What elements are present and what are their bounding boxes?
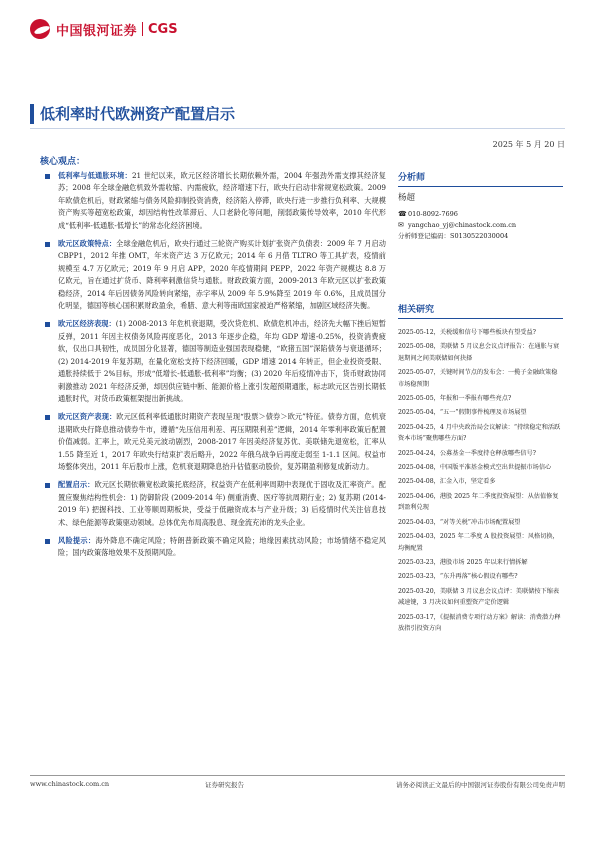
paragraph-text: (1) 2008-2013 年危机衰退期，受次贷危机、欧债危机冲击，经济先大幅下挫后短暂反弹，2011 年因主权债务风险再度恶化，2013 年逐步企稳，年均 GDP 增速-0.25%，投资消费疲软，仅出口具韧性，成员国分化显著，德国等制造业强国表现稳健，“欧猪五国”深陷债务与衰退循环；(2) 2014-2019 年复苏期，在量化宽松支持下经济回暖，GDP 增速 2014 年转正，但企业投资受限、通胀持续低于 2%目标，形成“低增长-低通胀-低利率”均衡；(3) 2020 年后疫情冲击下，货币财政协同刺激推动 2021 年经济反弹，却因供应链中断、能源价格上涨引发超预期通胀，标志欧元区告别长期低通胀时代，对货币政策框架提出新挑战。 — [58, 319, 386, 403]
paragraph-label: 配置启示： — [58, 480, 95, 490]
sidebar — [398, 170, 563, 637]
related-research-title: 相关研究 — [398, 302, 563, 319]
logo-english-name: CGS — [148, 21, 178, 37]
research-item[interactable]: 2025-04-25，4 月中央政治局会议解读：“持续稳定和活跃资本市场”聚焦哪些方面? — [398, 423, 561, 443]
related-research-list — [398, 327, 563, 634]
bullet-square-icon — [45, 322, 50, 327]
title-divider — [30, 128, 565, 129]
bullet-square-icon — [45, 174, 50, 179]
main-content — [40, 170, 386, 566]
research-item[interactable]: 2025-04-24，公募基金一季度持仓释放哪些信号? — [398, 449, 536, 457]
paragraph-risk-warning — [40, 535, 386, 560]
analyst-phone — [398, 209, 563, 220]
analyst-section-title: 分析师 — [398, 170, 563, 187]
research-item[interactable]: 2025-05-04，“五一”假期事件梳理及市场展望 — [398, 409, 527, 417]
analyst-email-address[interactable]: yangchao_yj@chinastock.com.cn — [408, 221, 517, 229]
research-item[interactable]: 2025-03-20，美联储 3 月议息会议点评：美联储按下缩表减速键，3 月决议如何重塑资产定价逻辑 — [398, 587, 560, 607]
paragraph-asset-performance — [40, 411, 386, 473]
footer-disclaimer: 请务必阅读正文最后的中国银河证券股份有限公司免责声明 — [396, 781, 565, 789]
core-views-label: 核心观点： — [40, 157, 86, 167]
paragraph-allocation-insights — [40, 479, 386, 529]
footer-website[interactable]: www.chinastock.com.cn — [30, 780, 110, 788]
paragraph-text: 21 世纪以来，欧元区经济增长长期依赖外需，2004 年强劲外需支撑其经济复苏；2008 年全球金融危机致外需收缩、内需疲软，经济增速下行，欧央行启动非常规宽松政策。2009 年欧债危机后，财政紧缩与债务风险抑制投资消费，经济陷入停滞，欧央行进一步推行负利率、大规模资产购买等超宽松政策，却因结构性改革滞后、人口老龄化等问题，削弱政策传导效率，2010 年代形成“低利率-低通胀-低增长”的常态化经济困境。 — [58, 171, 386, 230]
bullet-square-icon — [45, 539, 50, 544]
paragraph-text: 欧元区长期依赖宽松政策托底经济，权益资产在低利率周期中表现优于固收及汇率资产。配置应聚焦结构性机会：1) 防御阶段 (2009-2014 年) 侧重消费、医疗等抗周期行业；2) 复苏期 (2014-2019 年) 把握科技、工业等顺周期板块，受益于低融资成本与产业升级；3) 后疫情时代关注信息技术、绿色能源等政策驱动领域。总体优先布局高股息、现金流充沛的龙头企业。 — [58, 480, 386, 527]
logo-chinese-name: 中国银河证券 — [56, 23, 138, 39]
paragraph-label: 低利率与低通胀环境： — [58, 171, 132, 180]
paragraph-low-rate-environment — [40, 170, 386, 232]
bullet-square-icon — [45, 483, 50, 488]
research-item[interactable]: 2025-03-17，《提振消费专项行动方案》解读：消费潜力释放指引投资方向 — [398, 613, 561, 632]
research-item[interactable]: 2025-04-03，2025 年二季度 A 股投资展望：风格切换，均衡配置 — [398, 533, 559, 552]
analyst-name: 杨超 — [398, 193, 416, 203]
title-accent-bar — [30, 104, 34, 124]
research-item[interactable]: 2025-04-03，“对等关税”冲击市场配置展望 — [398, 518, 521, 526]
research-item[interactable]: 2025-03-23，港股市场 2025 年以来行情拆解 — [398, 558, 528, 566]
paragraph-label: 欧元区资产表现： — [58, 412, 117, 422]
report-title: 低利率时代欧洲资产配置启示 — [40, 105, 236, 123]
company-logo — [30, 18, 178, 40]
paragraph-text: 全球金融危机后，欧央行通过三轮资产购买计划扩张资产负债表：2009 年 7 月启动 CBPP1，2012 年推 OMT，年末资产达 3 万亿欧元；2014 年 6 月借 TLTRO 等工具扩表，疫情前规模至 4.7 万亿欧元；2019 年 9 月启 APP，2020 年疫情期间 PEPP，2022 年资产规模达 8.8 万亿欧元，旨在通过扩货币、降利率刺激信贷与通胀。财政政策方面，2009-2013 年欧元区以扩张政策稳经济，2014 年后因债务风险转向紧缩，赤字率从 2009 年 5.9%降至 2019 年 0.6%，且成员国分化明显，德国等核心国积累财政盈余，希腊、意大利等南欧国家被迫严格紧缩，加剧区域经济失衡。 — [58, 239, 386, 311]
research-item[interactable]: 2025-04-08，中国版平准基金模式空出世提振市场信心 — [398, 464, 552, 472]
footer-divider — [30, 775, 565, 776]
paragraph-label: 风险提示： — [58, 535, 96, 545]
logo-divider — [142, 22, 143, 36]
research-item[interactable]: 2025-04-06，港股 2025 年二季度投资展望：从估值修复到盈利兑现 — [398, 492, 559, 512]
footer-doc-type: 证券研究报告 — [205, 781, 244, 789]
research-item[interactable]: 2025-04-08，汇金入市，坚定看多 — [398, 478, 496, 486]
research-item[interactable]: 2025-03-23，“东升再落”核心假设有哪些? — [398, 573, 518, 581]
logo-mark-icon — [30, 19, 50, 39]
phone-icon: ☎ — [398, 210, 407, 218]
analyst-email[interactable] — [398, 220, 563, 231]
analyst-cert: 分析师登记编码：S0130522030004 — [398, 232, 509, 240]
bullet-square-icon — [45, 242, 50, 247]
paragraph-label: 欧元区政策特点： — [58, 239, 117, 249]
research-item[interactable]: 2025-05-08，美联储 5 月议息会议点评报告：在通胀与衰退期间之间美联储如何抉择 — [398, 343, 560, 362]
paragraph-policy-features — [40, 238, 386, 312]
paragraph-label: 欧元区经济表现： — [58, 319, 116, 329]
bullet-square-icon — [45, 415, 50, 420]
research-item[interactable]: 2025-05-05，年报和一季报有哪些亮点? — [398, 395, 512, 403]
email-icon: ✉ — [398, 221, 404, 229]
research-item[interactable]: 2025-05-07，关键时间节点的发布会：一揽子金融政策稳市场稳预期 — [398, 369, 558, 388]
paragraph-text: 欧元区低利率低通胀时期资产表现呈现“股票＞债券＞欧元”特征。债券方面，危机衰退期欧央行降息推动债券牛市，遵循“先压信用利差、再压期限利差”逻辑，2014 年零利率政策后配置价值减弱。汇率上，欧元兑美元波动剧烈，2008-2017 年因美经济复苏优、美联储先退宽松，汇率从 1.55 降至近 1，2017 年欧央行结束扩表后略升，2022 年俄乌战争后再度走弱至 1-1.1 区间。权益市场整体突出，2011 年后股市上涨，危机衰退期降息抬升估值驱动股价，复苏期盈利修复成新动力。 — [58, 412, 386, 471]
report-date: 2025 年 5 月 20 日 — [492, 140, 565, 149]
paragraph-economic-performance — [40, 318, 386, 405]
research-item[interactable]: 2025-05-12，关税缓和信号下哪些板块有望受益? — [398, 329, 536, 336]
paragraph-text: 海外降息不确定风险；特朗普新政策不确定风险；地缘因素扰动风险；市场情绪不稳定风险；国内政策落地效果不及预期风险。 — [58, 535, 386, 558]
analyst-phone-number: 010-8092-7696 — [408, 210, 458, 218]
